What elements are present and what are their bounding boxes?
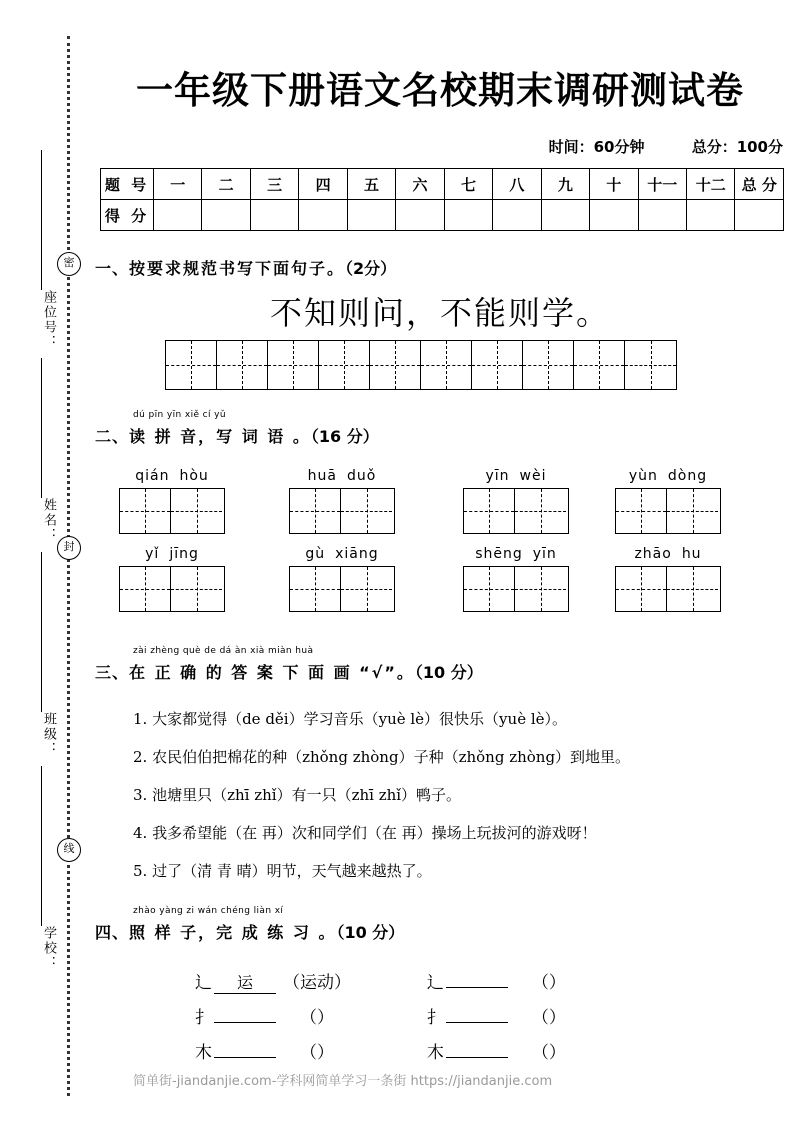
score-cell-10[interactable] — [590, 200, 638, 231]
pinyin-cell[interactable] — [515, 489, 566, 533]
seal-mark-xian: 线 — [57, 838, 81, 862]
question-item[interactable]: 1. 大家都觉得（de děi）学习音乐（yuè lè）很快乐（yuè lè）。 — [133, 710, 568, 728]
pinyin-cell[interactable] — [120, 567, 171, 611]
pinyin-cell[interactable] — [464, 489, 515, 533]
exercise-blank[interactable] — [446, 987, 508, 988]
grid-cell[interactable] — [421, 341, 472, 389]
pinyin-syllable-a: shēng — [475, 546, 523, 562]
radical-glyph: 扌 — [195, 1008, 212, 1028]
section-three-heading — [95, 646, 793, 683]
exam-page — [95, 0, 793, 1122]
score-col-10: 十 — [590, 169, 638, 200]
grid-cell[interactable] — [472, 341, 523, 389]
pinyin-cell[interactable] — [667, 567, 718, 611]
score-cell-3[interactable] — [250, 200, 298, 231]
exercise-blank[interactable] — [446, 1057, 508, 1058]
exercise-paren[interactable]: （） — [300, 1043, 334, 1063]
pinyin-syllable-a: yǐ — [145, 546, 160, 562]
grid-cell[interactable] — [523, 341, 574, 389]
score-cell-7[interactable] — [444, 200, 492, 231]
section-two-points: （16 分） — [310, 427, 379, 446]
score-col-2: 二 — [202, 169, 250, 200]
pinyin-word-yinwei — [463, 468, 569, 534]
section-four-pinyin: zhào yàng zi wán chéng liàn xí — [133, 906, 284, 916]
score-cell-2[interactable] — [202, 200, 250, 231]
pinyin-word-label — [463, 468, 569, 484]
pinyin-word-label — [289, 546, 395, 562]
pinyin-syllable-b: yīn — [532, 546, 557, 562]
section-two-heading — [95, 410, 793, 447]
section-three-points: （10 分） — [414, 663, 483, 682]
pinyin-row-2 — [95, 546, 793, 624]
exercise-paren[interactable]: （） — [531, 973, 566, 993]
exercise-row — [195, 1003, 588, 1028]
pinyin-word-label — [119, 468, 225, 484]
section-four-number: 四、 — [95, 923, 130, 942]
pinyin-answer-box[interactable] — [463, 566, 569, 612]
section-four-heading — [95, 906, 793, 943]
section-three-title: 在 正 确 的 答 案 下 面 画 “√”。 — [129, 663, 415, 682]
pinyin-answer-box[interactable] — [119, 566, 225, 612]
score-table-row-label-number: 题 号 — [101, 169, 154, 200]
score-col-6: 六 — [396, 169, 444, 200]
section-one-title: 按要求规范书写下面句子。 — [129, 259, 346, 278]
pinyin-syllable-a: yīn — [485, 468, 510, 484]
section-four-points: （10 分） — [336, 923, 405, 942]
pinyin-answer-box[interactable] — [615, 566, 721, 612]
exercise-row — [195, 968, 588, 994]
pinyin-word-label — [615, 468, 721, 484]
pinyin-cell[interactable] — [171, 489, 222, 533]
seal-rule-1 — [41, 150, 42, 290]
grid-cell[interactable] — [166, 341, 217, 389]
pinyin-cell[interactable] — [341, 567, 392, 611]
pinyin-syllable-a: huā — [307, 468, 337, 484]
pinyin-syllable-b: dòng — [667, 468, 708, 484]
score-col-12: 十二 — [686, 169, 734, 200]
radical-glyph: 辶 — [426, 973, 444, 993]
pinyin-syllable-b: wèi — [519, 468, 547, 484]
pinyin-word-yijing — [119, 546, 225, 612]
radical-glyph: 扌 — [426, 1008, 444, 1028]
section-two — [95, 410, 793, 447]
radical-glyph: 木 — [426, 1043, 444, 1063]
score-cell-11[interactable] — [638, 200, 686, 231]
section-two-pinyin: dú pīn yīn xiě cí yǔ — [133, 410, 227, 420]
section-one-number: 一、 — [95, 259, 130, 278]
question-item[interactable]: 4. 我多希望能（在 再）次和同学们（在 再）操场上玩拔河的游戏呀！ — [133, 824, 597, 842]
radical-glyph: 木 — [195, 1043, 212, 1063]
pinyin-word-label — [289, 468, 395, 484]
question-item[interactable]: 2. 农民伯伯把棉花的种（zhǒng zhòng）子种（zhǒng zhòng）到地里。 — [133, 748, 631, 766]
section-three-number: 三、 — [95, 663, 130, 682]
score-cell-4[interactable] — [299, 200, 347, 231]
score-col-total: 总 分 — [735, 169, 784, 200]
seal-label-name: 姓名： — [41, 498, 56, 543]
seal-margin — [0, 0, 95, 1122]
score-col-1: 一 — [154, 169, 202, 200]
score-cell-12[interactable] — [686, 200, 734, 231]
section-two-number: 二、 — [95, 427, 130, 446]
pinyin-cell[interactable] — [290, 567, 341, 611]
exercise-paren[interactable]: （） — [300, 1008, 334, 1028]
score-col-4: 四 — [299, 169, 347, 200]
section-three-pinyin: zài zhèng què de dá àn xià miàn huà — [133, 646, 314, 656]
copy-sentence: 不知则问，不能则学。 — [269, 294, 610, 332]
section-two-title: 读 拼 音，写 词 语 。 — [129, 427, 311, 446]
pinyin-word-qianhou — [119, 468, 225, 534]
pinyin-word-guxiang — [289, 546, 395, 612]
grid-cell[interactable] — [319, 341, 370, 389]
seal-mark-feng: 封 — [57, 536, 81, 560]
pinyin-syllable-b: duǒ — [347, 468, 377, 484]
exercise-blank[interactable]: 运 — [214, 970, 276, 994]
score-col-5: 五 — [347, 169, 395, 200]
section-one-heading — [95, 256, 793, 279]
pinyin-cell[interactable] — [171, 567, 222, 611]
score-cell-8[interactable] — [493, 200, 541, 231]
score-table-header-row — [101, 169, 784, 200]
score-col-3: 三 — [250, 169, 298, 200]
exercise-blank[interactable] — [446, 1022, 508, 1023]
seal-rule-2 — [41, 358, 42, 498]
exercise-left[interactable] — [195, 1038, 356, 1063]
pinyin-word-label — [615, 546, 721, 562]
pinyin-cell[interactable] — [667, 489, 718, 533]
pinyin-syllable-b: hu — [681, 546, 702, 562]
seal-label-class: 班级： — [41, 712, 56, 757]
footer-watermark: 简单街-jiandanjie.com-学科网简单学习一条街 https://jiandanjie.com — [133, 1074, 553, 1089]
section-one — [95, 256, 793, 279]
score-col-8: 八 — [493, 169, 541, 200]
pinyin-cell[interactable] — [515, 567, 566, 611]
section-three — [95, 646, 793, 683]
score-table — [100, 168, 784, 231]
pinyin-syllable-a: zhāo — [634, 546, 672, 562]
score-cell-9[interactable] — [541, 200, 589, 231]
score-col-9: 九 — [541, 169, 589, 200]
pinyin-word-label — [463, 546, 569, 562]
pinyin-answer-box[interactable] — [289, 488, 395, 534]
pinyin-syllable-b: jīng — [169, 546, 199, 562]
exercise-paren[interactable]: （运动） — [283, 973, 351, 993]
handwriting-grid[interactable] — [165, 340, 677, 390]
pinyin-answer-box[interactable] — [463, 488, 569, 534]
pinyin-syllable-a: gù — [305, 546, 326, 562]
question-item[interactable]: 3. 池塘里只（zhī zhǐ）有一只（zhī zhǐ）鸭子。 — [133, 786, 462, 804]
pinyin-word-huaduo — [289, 468, 395, 534]
pinyin-answer-box[interactable] — [615, 488, 721, 534]
pinyin-word-label — [119, 546, 225, 562]
score-cell-total[interactable] — [735, 200, 784, 231]
seal-dotted-line — [67, 36, 70, 1096]
pinyin-word-yundong — [615, 468, 721, 534]
pinyin-answer-box[interactable] — [289, 566, 395, 612]
radical-glyph: 辶 — [195, 973, 212, 993]
seal-rule-3 — [41, 552, 42, 712]
score-cell-6[interactable] — [396, 200, 444, 231]
pinyin-cell[interactable] — [616, 567, 667, 611]
exercise-paren[interactable]: （） — [531, 1043, 566, 1063]
exercise-paren[interactable]: （） — [531, 1008, 566, 1028]
section-four-title: 照 样 子，完 成 练 习 。 — [129, 923, 337, 942]
pinyin-cell[interactable] — [290, 489, 341, 533]
seal-rule-4 — [41, 766, 42, 926]
grid-cell[interactable] — [574, 341, 625, 389]
exercise-left[interactable] — [195, 1003, 356, 1028]
pinyin-cell[interactable] — [120, 489, 171, 533]
seal-label-seat: 座位号： — [41, 290, 56, 350]
score-cell-5[interactable] — [347, 200, 395, 231]
exam-total-score: 总分：100分 — [691, 138, 783, 156]
exercise-blank[interactable] — [214, 1057, 276, 1058]
pinyin-word-shengyin — [463, 546, 569, 612]
grid-cell[interactable] — [625, 341, 676, 389]
grid-cell[interactable] — [370, 341, 421, 389]
score-table-value-row — [101, 200, 784, 231]
page-title: 一年级下册语文名校期末调研测试卷 — [136, 69, 744, 112]
pinyin-syllable-b: hòu — [179, 468, 209, 484]
pinyin-cell[interactable] — [341, 489, 392, 533]
question-item[interactable]: 5. 过了（清 青 晴）明节，天气越来越热了。 — [133, 862, 432, 880]
exercise-right[interactable] — [427, 1003, 588, 1028]
exam-meta — [95, 136, 783, 157]
pinyin-syllable-b: xiāng — [335, 546, 379, 562]
section-four — [95, 906, 793, 943]
score-table-row-label-score: 得 分 — [101, 200, 154, 231]
exercise-right[interactable] — [427, 1038, 588, 1063]
exercise-left[interactable] — [195, 968, 356, 994]
grid-cell[interactable] — [268, 341, 319, 389]
score-col-11: 十一 — [638, 169, 686, 200]
exercise-right[interactable] — [427, 968, 588, 993]
score-col-7: 七 — [444, 169, 492, 200]
pinyin-syllable-a: qián — [135, 468, 170, 484]
pinyin-answer-box[interactable] — [119, 488, 225, 534]
exercise-row — [195, 1038, 588, 1063]
pinyin-cell[interactable] — [616, 489, 667, 533]
grid-cell[interactable] — [217, 341, 268, 389]
exercise-paren-value: 运动 — [300, 973, 334, 993]
section-one-points: （2分） — [345, 259, 397, 278]
pinyin-row-1 — [95, 468, 793, 546]
pinyin-syllable-a: yùn — [628, 468, 658, 484]
exercise-blank[interactable] — [214, 1022, 276, 1023]
score-cell-1[interactable] — [154, 200, 202, 231]
seal-label-school: 学校： — [41, 926, 56, 971]
pinyin-word-zhaohu — [615, 546, 721, 612]
seal-mark-mi: 密 — [57, 252, 81, 276]
pinyin-cell[interactable] — [464, 567, 515, 611]
exam-time: 时间：60分钟 — [548, 138, 645, 156]
